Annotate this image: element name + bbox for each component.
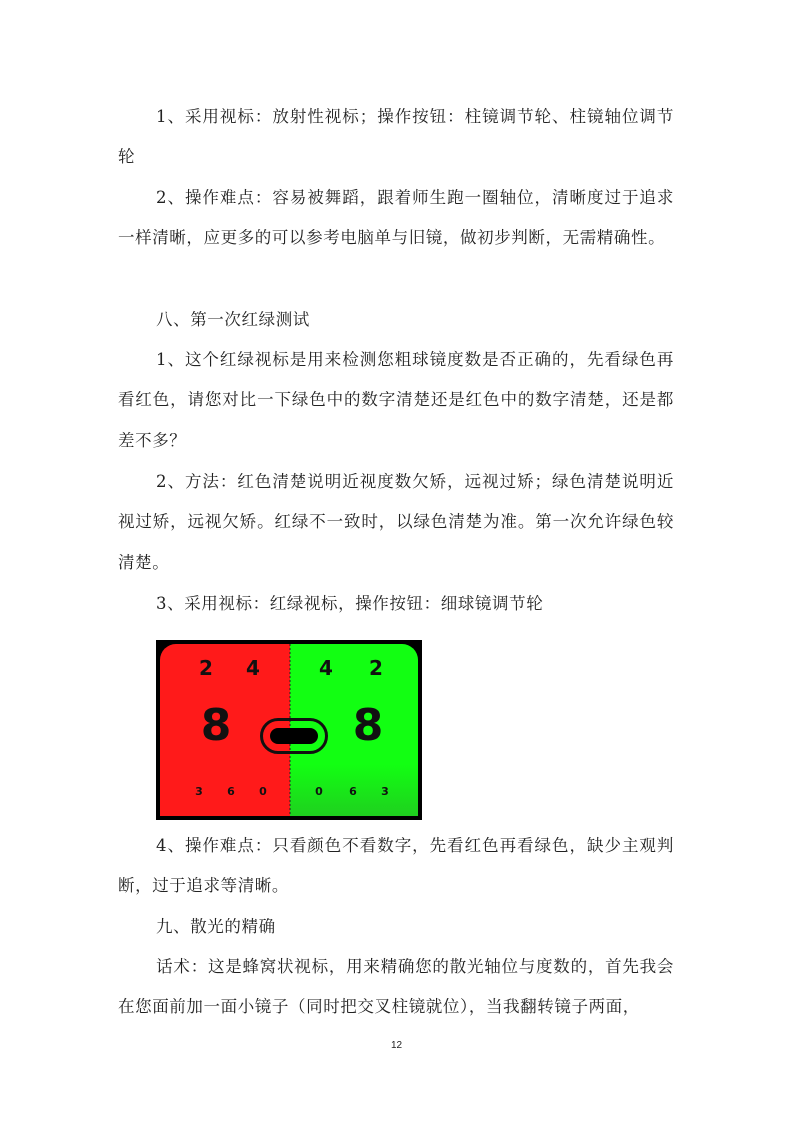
green-small-digit: 6 bbox=[349, 785, 357, 798]
paragraph-text: 3、采用视标：红绿视标，操作按钮：细球镜调节轮 bbox=[156, 594, 544, 613]
paragraph-script bbox=[118, 947, 674, 1028]
red-top-digit: 4 bbox=[246, 656, 260, 680]
paragraph-difficulty bbox=[118, 178, 674, 259]
section-heading-9 bbox=[118, 907, 674, 947]
heading-text: 九、散光的精确 bbox=[156, 917, 276, 936]
green-top-digit: 2 bbox=[369, 656, 383, 680]
red-big-digit: 8 bbox=[200, 700, 232, 751]
red-small-digit: 6 bbox=[227, 785, 235, 798]
paragraph-redgreen-intro bbox=[118, 340, 674, 461]
paragraph-redgreen-difficulty bbox=[118, 826, 674, 907]
red-small-digit: 0 bbox=[259, 785, 267, 798]
paragraph-viewing-target bbox=[118, 97, 674, 178]
section-heading-8 bbox=[118, 300, 674, 340]
paragraph-text: 1、采用视标：放射性视标；操作按钮：柱镜调节轮、柱镜轴位调节轮 bbox=[118, 107, 674, 167]
green-small-digit: 3 bbox=[381, 785, 389, 798]
paragraph-target-buttons bbox=[118, 584, 674, 624]
green-top-digit: 4 bbox=[319, 656, 333, 680]
paragraph-text: 2、方法：红色清楚说明近视度数欠矫，远视过矫；绿色清楚说明近视过矫，远视欠矫。红绿不一致时，以绿色清楚为准。第一次允许绿色较清楚。 bbox=[118, 472, 674, 572]
red-small-digit: 3 bbox=[195, 785, 203, 798]
page-number: 12 bbox=[390, 1040, 403, 1051]
center-pill bbox=[270, 728, 318, 744]
green-small-digit: 0 bbox=[315, 785, 323, 798]
paragraph-text: 2、操作难点：容易被舞蹈，跟着师生跑一圈轴位，清晰度过于追求一样清晰，应更多的可以参考电脑单与旧镜，做初步判断，无需精确性。 bbox=[118, 188, 674, 248]
red-top-digit: 2 bbox=[199, 656, 213, 680]
red-green-chart-image bbox=[156, 640, 422, 820]
center-ring-icon bbox=[260, 718, 328, 754]
paragraph-text: 4、操作难点：只看颜色不看数字，先看红色再看绿色，缺少主观判断，过于追求等清晰。 bbox=[118, 836, 674, 896]
heading-text: 八、第一次红绿测试 bbox=[156, 310, 310, 329]
green-big-digit: 8 bbox=[352, 700, 384, 751]
paragraph-text: 话术：这是蜂窝状视标，用来精确您的散光轴位与度数的，首先我会在您面前加一面小镜子（同时把交叉柱镜就位），当我翻转镜子两面， bbox=[118, 957, 674, 1017]
paragraph-text: 1、这个红绿视标是用来检测您粗球镜度数是否正确的，先看绿色再看红色，请您对比一下绿色中的数字清楚还是红色中的数字清楚，还是都差不多？ bbox=[118, 350, 674, 450]
paragraph-method bbox=[118, 462, 674, 583]
